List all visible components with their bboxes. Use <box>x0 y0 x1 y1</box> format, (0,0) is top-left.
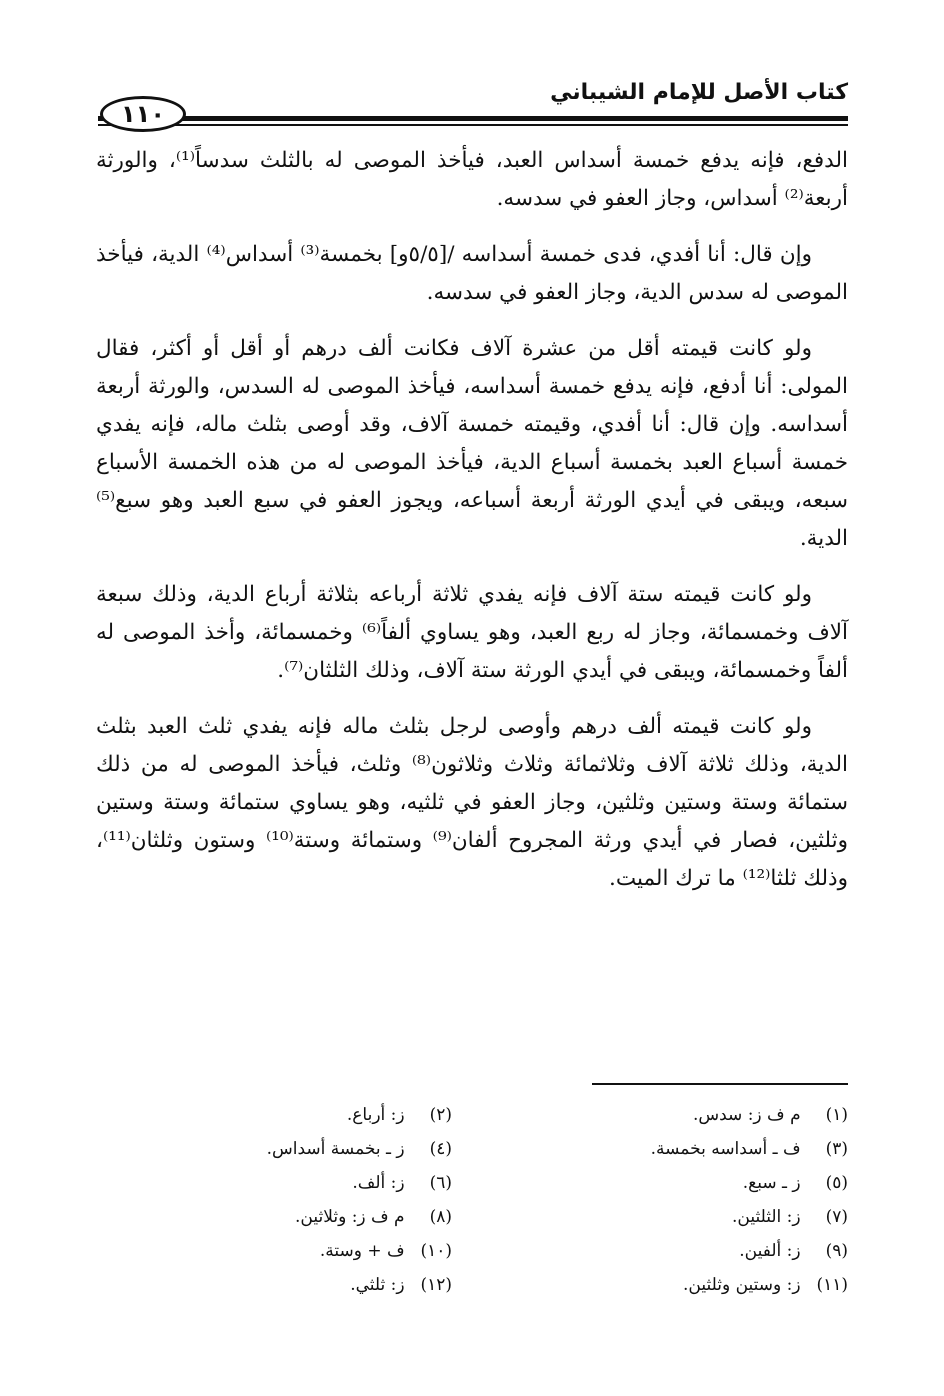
footnote-text: ف + وستة. <box>319 1241 405 1261</box>
header-rule-thin <box>98 124 848 126</box>
page-number: ١١٠ <box>121 100 165 128</box>
footnote-text: ف ـ أسداسه بخمسة. <box>650 1139 801 1159</box>
footnote-9 <box>492 1234 848 1268</box>
footnote-number: (٤) <box>429 1139 452 1159</box>
footnote-number: (٣) <box>825 1139 848 1159</box>
footnote-separator <box>592 1083 848 1085</box>
footnote-number: (٨) <box>429 1207 452 1227</box>
footnote-text: ز: ثلثي. <box>350 1275 405 1295</box>
paragraph-5: ولو كانت قيمته ألف درهم وأوصى لرجل بثلث ماله فإنه يفدي ثلث العبد بثلث الدية، وذلك ثلاثة آلاف وثلاثمائة وثلاث وثلاثون⁽⁸⁾ وثلث، فيأخذ الموصى له من ذلك ستمائة وستة وستين وثلثين، وجاز العفو في ثلثيه، وهو يساوي ستمائة وستة وستين وثلثين، فصار في أيدي ورثة المجروح ألفان⁽⁹⁾ وستمائة وستة⁽¹⁰⁾ وستون وثلثان⁽¹¹⁾، وذلك ثلثا⁽¹²⁾ ما ترك الميت. <box>96 714 849 891</box>
footnote-1 <box>492 1098 848 1132</box>
footnote-number: (١) <box>825 1105 848 1125</box>
footnote-number: (٦) <box>429 1173 452 1193</box>
footnote-text: ز ـ بخمسة أسداس. <box>266 1139 405 1159</box>
footnote-number: (١٠) <box>420 1241 452 1261</box>
footnote-text: ز: وستين وثلثين. <box>683 1275 801 1295</box>
footnote-3 <box>492 1132 848 1166</box>
paragraph-2: وإن قال: أنا أفدي، فدى خمسة أسداسه /[٥/٥و] بخمسة⁽³⁾ أسداس⁽⁴⁾ الدية، فيأخذ الموصى له سدس الدية، وجاز العفو في سدسه. <box>96 242 848 305</box>
footnote-4 <box>96 1132 452 1166</box>
footnote-text: ز: ألفين. <box>739 1241 801 1261</box>
paragraph-4: ولو كانت قيمته ستة آلاف فإنه يفدي ثلاثة أرباعه بثلاثة أرباع الدية، وذلك سبعة آلاف وخمسمائة، وجاز له ربع العبد، وهو يساوي ألفاً⁽⁶⁾ وخمسمائة، وأخذ الموصى له ألفاً وخمسمائة، ويبقى في أيدي الورثة ستة آلاف، وذلك الثلثان⁽⁷⁾. <box>96 582 849 683</box>
header-rule-thick <box>98 116 848 121</box>
footnote-number: (٢) <box>429 1105 452 1125</box>
footnote-number: (٩) <box>825 1241 848 1261</box>
running-title: كتاب الأصل للإمام الشيباني <box>550 80 848 105</box>
footnotes <box>96 1098 848 1302</box>
footnote-10 <box>96 1234 452 1268</box>
footnote-8 <box>96 1200 452 1234</box>
paragraph-1: الدفع، فإنه يدفع خمسة أسداس العبد، فيأخذ الموصى له بالثلث سدساً⁽¹⁾، والورثة أربعة⁽²⁾ أسداس، وجاز العفو في سدسه. <box>96 148 848 211</box>
footnote-text: ز ـ سبع. <box>742 1173 801 1193</box>
footnote-number: (١٢) <box>420 1275 452 1295</box>
footnote-number: (١١) <box>816 1275 848 1295</box>
footnote-number: (٧) <box>825 1207 848 1227</box>
footnote-11 <box>492 1268 848 1302</box>
footnote-2 <box>96 1098 452 1132</box>
paragraph-3: ولو كانت قيمته أقل من عشرة آلاف فكانت ألف درهم أو أقل أو أكثر، فقال المولى: أنا أدفع، فإنه يدفع خمسة أسداسه، فيأخذ الموصى له السدس، والورثة أربعة أسداسه. وإن قال: أنا أفدي، وقيمته خمسة آلاف، وقد أوصى بثلث ماله، فإنه يفدي خمسة أسباع العبد بخمسة أسباع الدية، فيأخذ الموصى له من هذه الخمسة الأسباع سبعه، ويبقى في أيدي الورثة أربعة أسباعه، ويجوز العفو في سبع العبد وهو سبع⁽⁵⁾ الدية. <box>96 336 848 551</box>
footnote-number: (٥) <box>825 1173 848 1193</box>
footnote-text: ز: أرباع. <box>346 1105 405 1125</box>
page-number-badge <box>100 96 186 132</box>
main-text <box>96 142 848 918</box>
footnote-7 <box>492 1200 848 1234</box>
footnote-text: ز: ألف. <box>352 1173 405 1193</box>
footnote-text: م ف ز: سدس. <box>692 1105 801 1125</box>
footnote-text: م ف ز: وثلاثين. <box>295 1207 405 1227</box>
footnote-text: ز: الثلثين. <box>731 1207 801 1227</box>
footnote-5 <box>492 1166 848 1200</box>
footnote-12 <box>96 1268 452 1302</box>
footnote-6 <box>96 1166 452 1200</box>
